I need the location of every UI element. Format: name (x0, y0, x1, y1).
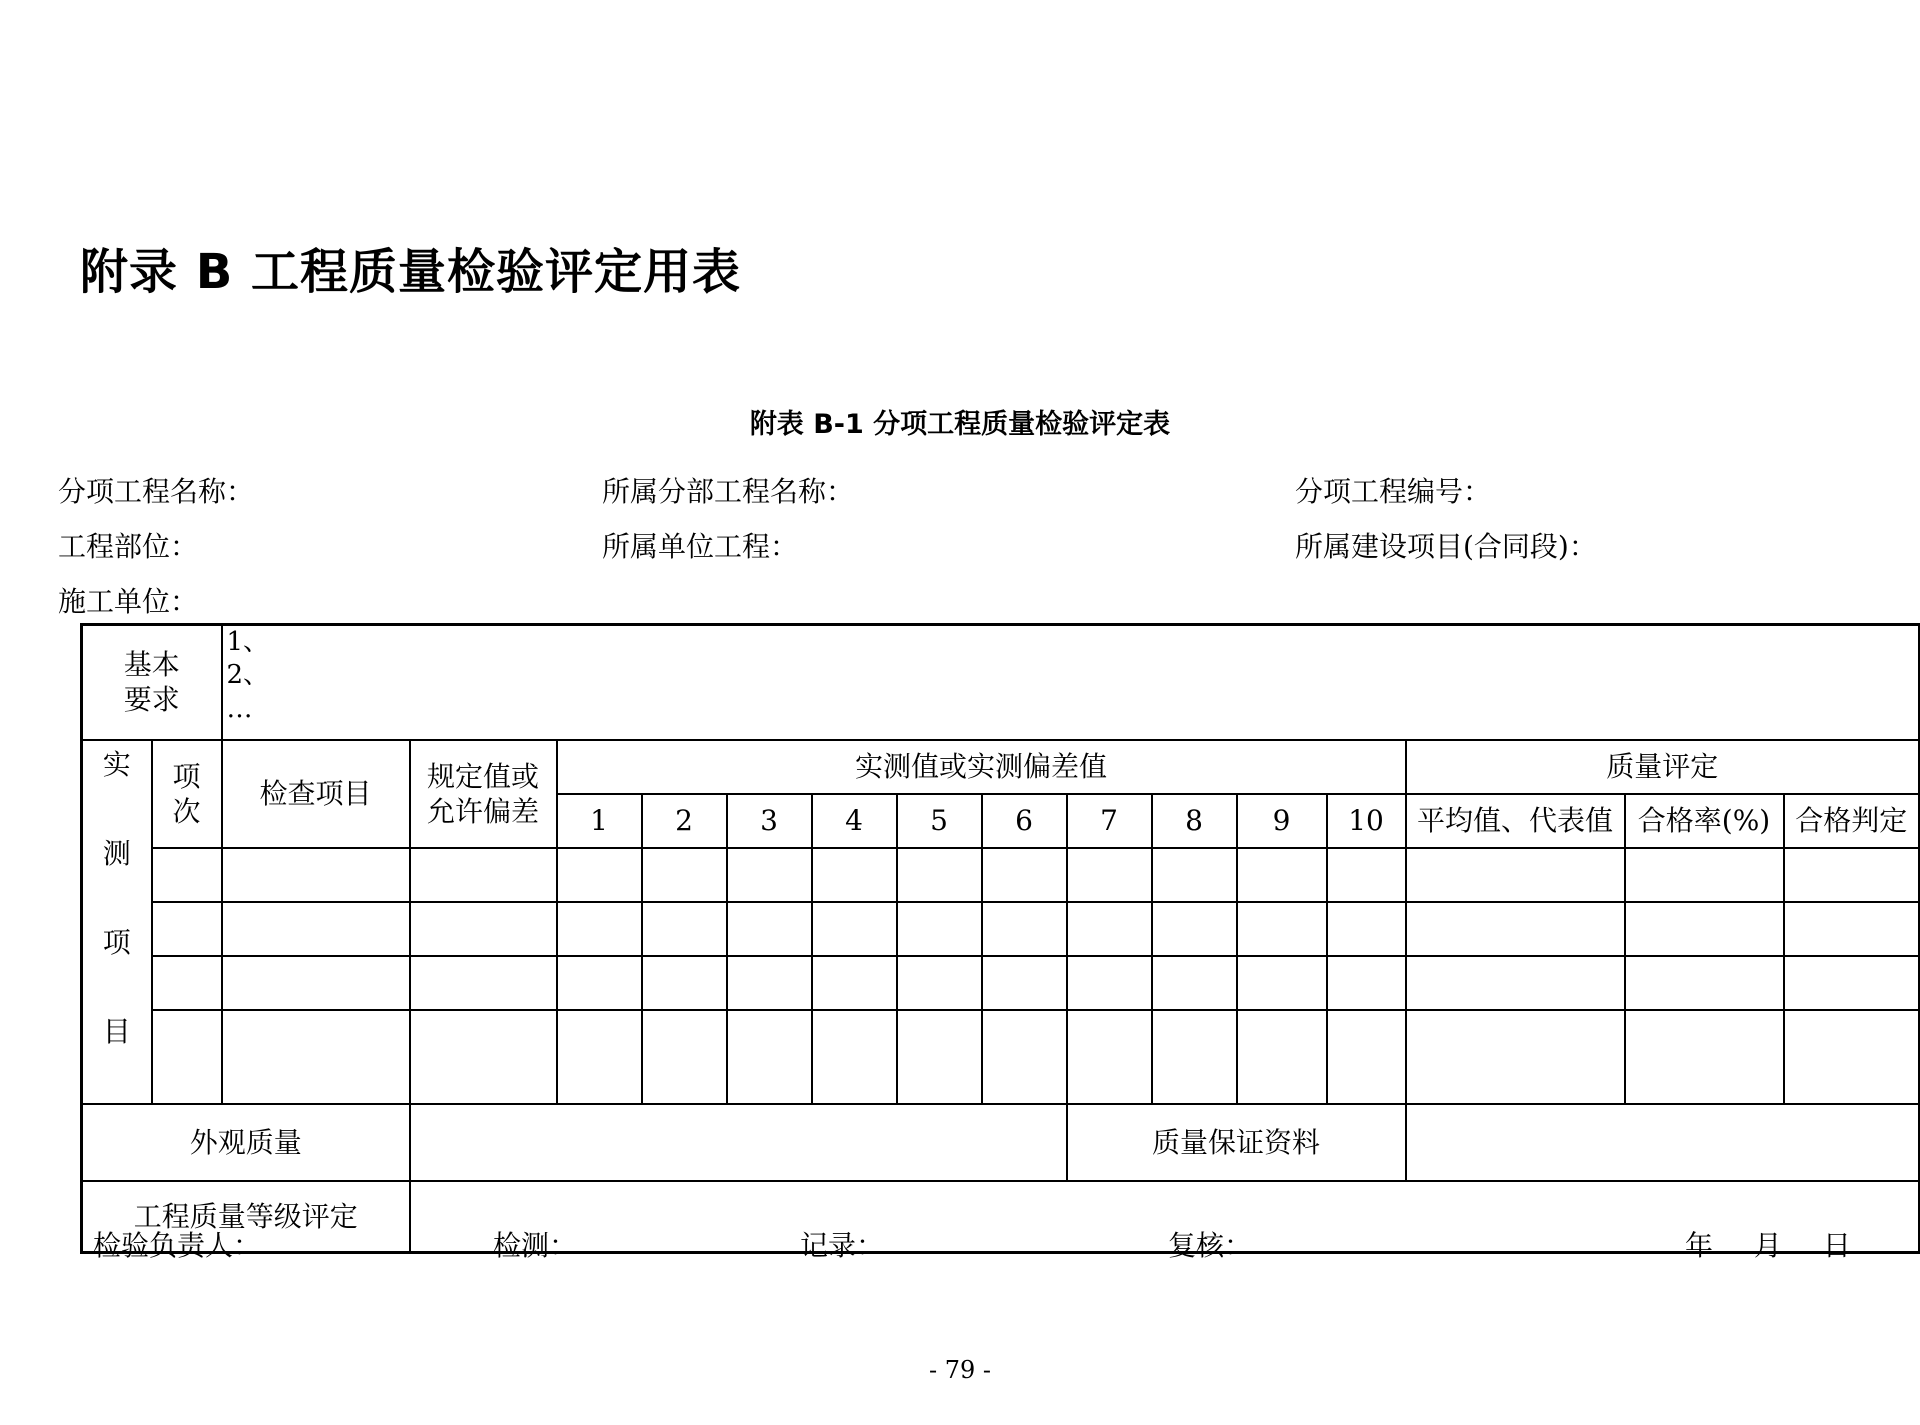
table-cell[interactable] (222, 1010, 410, 1103)
measurement-number: 9 (1237, 794, 1327, 848)
table-cell[interactable] (982, 956, 1067, 1010)
grade-row (82, 1181, 1920, 1253)
measured-items-char: 目 (102, 1014, 131, 1048)
table-cell[interactable] (897, 956, 982, 1010)
month-label: 月 (1753, 1229, 1782, 1262)
table-cell[interactable] (222, 956, 410, 1010)
measurement-number: 10 (1327, 794, 1406, 848)
table-cell[interactable] (812, 1010, 897, 1103)
table-cell[interactable] (982, 1010, 1067, 1103)
table-cell[interactable] (1067, 902, 1152, 956)
pass-rate-header: 合格率(%) (1625, 794, 1784, 848)
measurement-number: 5 (897, 794, 982, 848)
table-cell[interactable] (222, 848, 410, 902)
table-cell[interactable] (410, 848, 557, 902)
table-cell[interactable] (1327, 848, 1406, 902)
table-cell[interactable] (897, 902, 982, 956)
basic-requirements-label (82, 625, 222, 740)
table-cell[interactable] (1625, 956, 1784, 1010)
measured-items-char: 项 (102, 925, 131, 959)
table-cell[interactable] (557, 956, 642, 1010)
table-cell[interactable] (1625, 848, 1784, 902)
table-cell[interactable] (1406, 848, 1625, 902)
table-cell[interactable] (152, 848, 222, 902)
measured-items-char: 测 (102, 836, 131, 870)
date-field (1685, 1224, 1851, 1264)
table-cell[interactable] (1237, 956, 1327, 1010)
table-cell[interactable] (152, 902, 222, 956)
item-name-label: 分项工程名称： (58, 475, 255, 508)
table-cell[interactable] (1406, 956, 1625, 1010)
table-cell[interactable] (1067, 956, 1152, 1010)
seq-header-line2: 次 (172, 794, 201, 828)
requirement-item: … (226, 693, 253, 724)
table-cell[interactable] (410, 902, 557, 956)
quality-assurance-value[interactable] (1406, 1104, 1920, 1181)
requirement-item: 1、 (226, 627, 270, 657)
table-cell[interactable] (727, 902, 812, 956)
measurement-number: 7 (1067, 794, 1152, 848)
measurement-number: 2 (642, 794, 727, 848)
table-row (82, 848, 1920, 902)
table-cell[interactable] (1327, 902, 1406, 956)
measurement-number: 8 (1152, 794, 1237, 848)
table-cell[interactable] (727, 848, 812, 902)
spec-header (410, 740, 557, 848)
part-label: 工程部位： (58, 530, 199, 563)
table-cell[interactable] (812, 902, 897, 956)
table-cell[interactable] (1152, 1010, 1237, 1103)
table-cell[interactable] (1784, 956, 1920, 1010)
construction-project-label: 所属建设项目(合同段)： (1295, 530, 1597, 563)
table-cell[interactable] (1067, 1010, 1152, 1103)
appearance-quality-label: 外观质量 (82, 1104, 410, 1181)
measured-values-header: 实测值或实测偏差值 (557, 740, 1406, 794)
reviewer-label: 复核： (1168, 1229, 1253, 1262)
grade-rating-label: 工程质量等级评定 (82, 1181, 410, 1253)
measured-items-label (82, 740, 152, 1104)
item-code-label: 分项工程编号： (1295, 475, 1492, 508)
spec-header-line1: 规定值或 (427, 759, 540, 793)
table-cell[interactable] (1625, 1010, 1784, 1103)
table-cell[interactable] (222, 902, 410, 956)
chapter-title: 附录 B 工程质量检验评定用表 (80, 244, 742, 300)
table-cell[interactable] (1152, 848, 1237, 902)
table-cell[interactable] (1784, 848, 1920, 902)
table-cell[interactable] (727, 1010, 812, 1103)
basic-requirements-row (82, 625, 1920, 740)
appearance-row (82, 1104, 1920, 1181)
table-cell[interactable] (812, 848, 897, 902)
table-cell[interactable] (410, 1010, 557, 1103)
table-cell[interactable] (1784, 902, 1920, 956)
measurement-number: 3 (727, 794, 812, 848)
table-cell[interactable] (1406, 902, 1625, 956)
check-item-header: 检查项目 (222, 740, 410, 848)
unit-project-label: 所属单位工程： (602, 530, 799, 563)
contractor-label: 施工单位： (58, 585, 199, 618)
table-cell[interactable] (557, 1010, 642, 1103)
table-row (82, 902, 1920, 956)
measurement-number: 6 (982, 794, 1067, 848)
table-cell[interactable] (1625, 902, 1784, 956)
quality-assurance-label: 质量保证资料 (1067, 1104, 1406, 1181)
table-title: 附表 B-1 分项工程质量检验评定表 (749, 409, 1171, 440)
day-label: 日 (1822, 1229, 1851, 1262)
table-cell[interactable] (1784, 1010, 1920, 1103)
table-cell[interactable] (1067, 848, 1152, 902)
table-cell[interactable] (1327, 956, 1406, 1010)
table-cell[interactable] (557, 902, 642, 956)
table-cell[interactable] (1237, 902, 1327, 956)
inspector-lead-label: 检验负责人： (93, 1229, 262, 1262)
spec-header-line2: 允许偏差 (427, 794, 540, 828)
table-cell[interactable] (1152, 902, 1237, 956)
table-cell[interactable] (642, 956, 727, 1010)
recorder-label: 记录： (800, 1229, 885, 1262)
table-cell[interactable] (812, 956, 897, 1010)
measurement-number: 4 (812, 794, 897, 848)
table-cell[interactable] (642, 1010, 727, 1103)
parent-name-label: 所属分部工程名称： (602, 475, 855, 508)
table-cell[interactable] (642, 902, 727, 956)
page-number: - 79 - (928, 1356, 991, 1384)
measured-items-char: 实 (102, 747, 131, 781)
table-cell[interactable] (1237, 1010, 1327, 1103)
table-cell[interactable] (982, 902, 1067, 956)
table-cell[interactable] (1406, 1010, 1625, 1103)
table-cell[interactable] (152, 1010, 222, 1103)
table-cell[interactable] (897, 848, 982, 902)
table-cell[interactable] (982, 848, 1067, 902)
table-cell[interactable] (1152, 956, 1237, 1010)
table-cell[interactable] (1237, 848, 1327, 902)
table-cell[interactable] (410, 956, 557, 1010)
table-cell[interactable] (642, 848, 727, 902)
year-label: 年 (1685, 1229, 1714, 1262)
measured-header-row-1 (82, 740, 1920, 794)
table-cell[interactable] (152, 956, 222, 1010)
quality-evaluation-table (80, 623, 1920, 1254)
table-row (82, 1010, 1920, 1103)
basic-requirements-label-line2: 要求 (123, 683, 180, 717)
requirement-item: 2、 (226, 660, 270, 691)
table-cell[interactable] (897, 1010, 982, 1103)
table-cell[interactable] (727, 956, 812, 1010)
quality-evaluation-header: 质量评定 (1406, 740, 1920, 794)
seq-header (152, 740, 222, 848)
basic-requirements-content (222, 625, 1920, 740)
basic-requirements-label-line1: 基本 (123, 648, 180, 682)
table-cell[interactable] (1327, 1010, 1406, 1103)
judgement-header: 合格判定 (1784, 794, 1920, 848)
table-row (82, 956, 1920, 1010)
appearance-quality-value[interactable] (410, 1104, 1067, 1181)
table-cell[interactable] (557, 848, 642, 902)
seq-header-line1: 项 (172, 759, 201, 793)
measurement-number: 1 (557, 794, 642, 848)
avg-value-header: 平均值、代表值 (1406, 794, 1625, 848)
tester-label: 检测： (493, 1229, 578, 1262)
